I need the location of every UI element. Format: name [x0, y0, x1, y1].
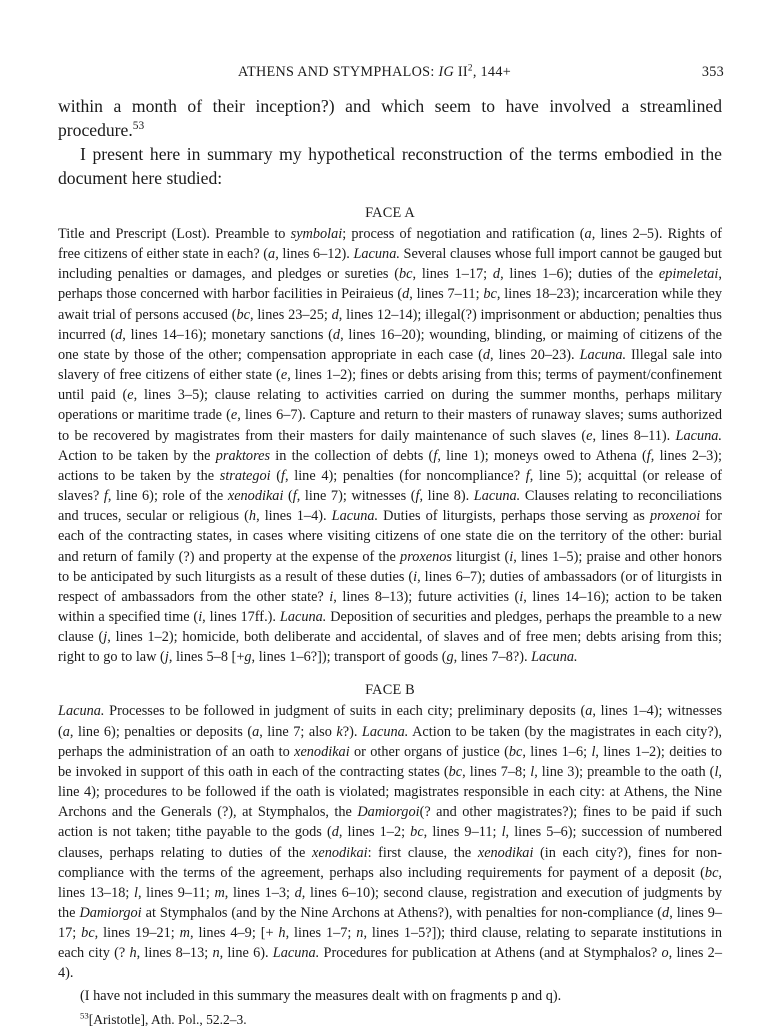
intro-text — [58, 94, 722, 190]
face-a-body: Title and Prescript (Lost). Preamble to symbolai; process of negotiation and ratification (a, lines 2–5). Rights of free citizens of either state in each? (a, lines 6–12). Lacuna. Several clauses whose full import cannot be gauged but including penalties or damages, and pledges or sureties (bc, lines 1–17; d, lines 1–6); duties of the epimeletai, perhaps those concerned with harbor facilities in Peiraieus (d, lines 7–11; bc, lines 18–23); incarceration while they await trial of persons accused (bc, lines 23–25; d, lines 12–14); illegal(?) imprisonment or abduction; penalties thus incurred (d, lines 14–16); monetary sanctions (d, lines 16–20); wounding, blinding, or maiming of citizens of the one state by those of the other; compensation appropriate in each case (d, lines 20–23). Lacuna. Illegal sale into slavery of free citizens of either state (e, lines 1–2); fines or debts arising from this; terms of payment/confinement until paid (e, lines 3–5); clause relating to activities carried on during the summer months, perhaps military operations or maritime trade (e, lines 6–7). Capture and return to their masters of runaway slaves; sums authorized to be recovered by magistrates from their masters for daily maintenance of such slaves (e, lines 8–11). Lacuna. Action to be taken by the praktores in the collection of debts (f, line 1); moneys owed to Athena (f, lines 2–3); actions to be taken by the strategoi (f, line 4); penalties (for noncompliance? f, line 5); acquittal (or release of slaves? f, line 6); role of the xenodikai (f, line 7); witnesses (f, line 8). Lacuna. Clauses relating to reconciliations and truces, secular or religious (h, lines 1–4). Lacuna. Duties of liturgists, perhaps those serving as proxenoi for each of the contracting states, in cases where visiting citizens of one state die on the territory of the other: burial and return of family (?) and property at the expense of the proxenos liturgist (i, lines 1–5); praise and other honors to be anticipated by such liturgists as a result of these duties (i, lines 6–7); duties of ambassadors (or of liturgists in respect of ambassadors from the other state? i, lines 8–13); future activities (i, lines 14–16); action to be taken within a specified time (i, lines 17ff.). Lacuna. Deposition of securities and pledges, perhaps the preamble to a new clause (j, lines 1–2); homicide, both deliberate and accidental, of slaves and of free men; debts arising from this; right to go to law (j, lines 5–8 [+g, lines 1–6?]); transport of goods (g, lines 7–8?). Lacuna. — [58, 226, 723, 666]
footnote-ref[interactable]: 53 — [132, 120, 145, 133]
page-number: 353 — [701, 64, 724, 80]
face-b-body: Lacuna. Processes to be followed in judgment of suits in each city; preliminary deposits (a, lines 1–4); witnesses (a, line 6); penalties or deposits (a, line 7; also k?). Lacuna. Action to be taken (by the magistrates in each city?), perhaps the administration of an oath to xenodikai or other organs of justice (bc, lines 1–6; l, lines 1–2); deities to be invoked in support of this oath in each of the contracting states (bc, lines 7–8; l, line 3); preamble to the oath (l, line 4); procedures to be followed if the oath is violated; magistrates responsible in each city: at Athens, the Nine Archons and the Generals (?), at Stymphalos, the Damiorgoi(? and other magistrates?); fines to be paid if such action is not taken; tithe payable to the gods (d, lines 1–2; bc, lines 9–11; l, lines 5–6); succession of numbered clauses, perhaps relating to duties of the xenodikai: first clause, the xenodikai (in each city?), fines for non-compliance with the terms of the agreement, perhaps also including requirements for payment of a deposit (bc, lines 13–18; l, lines 9–11; m, lines 1–3; d, lines 6–10); second clause, registration and execution of judgments by the Damiorgoi at Stymphalos (and by the Nine Archons at Athens?), with penalties for non-compliance (d, lines 9–17; bc, lines 19–21; m, lines 4–9; [+ h, lines 1–7; n, lines 1–5?]); third clause, relating to separate institutions in each city (? h, lines 8–13; n, line 6). Lacuna. Procedures for publication at Athens (and at Stymphalos? o, lines 2–4). — [58, 703, 723, 982]
running-header — [58, 52, 722, 80]
face-b-heading: FACE B — [365, 682, 415, 699]
summary-note: (I have not included in this summary the measures dealt with on fragments p and q). — [80, 987, 562, 1004]
intro-paragraph-2: I present here in summary my hypothetical reconstruction of the terms embodied in the document here studied: — [58, 144, 722, 188]
running-title: ATHENS AND STYMPHALOS: IG $II^2$, 144+ — [238, 62, 512, 80]
page — [58, 52, 722, 1028]
intro-paragraph-1: within a month of their inception?) and which seem to have involved a streamlined procedure.$^{53}$ — [58, 96, 722, 140]
footnote-53: $^{53}$[Aristotle], Ath. Pol., 52.2–3. — [80, 1010, 247, 1027]
face-a-heading: FACE A — [365, 205, 415, 221]
